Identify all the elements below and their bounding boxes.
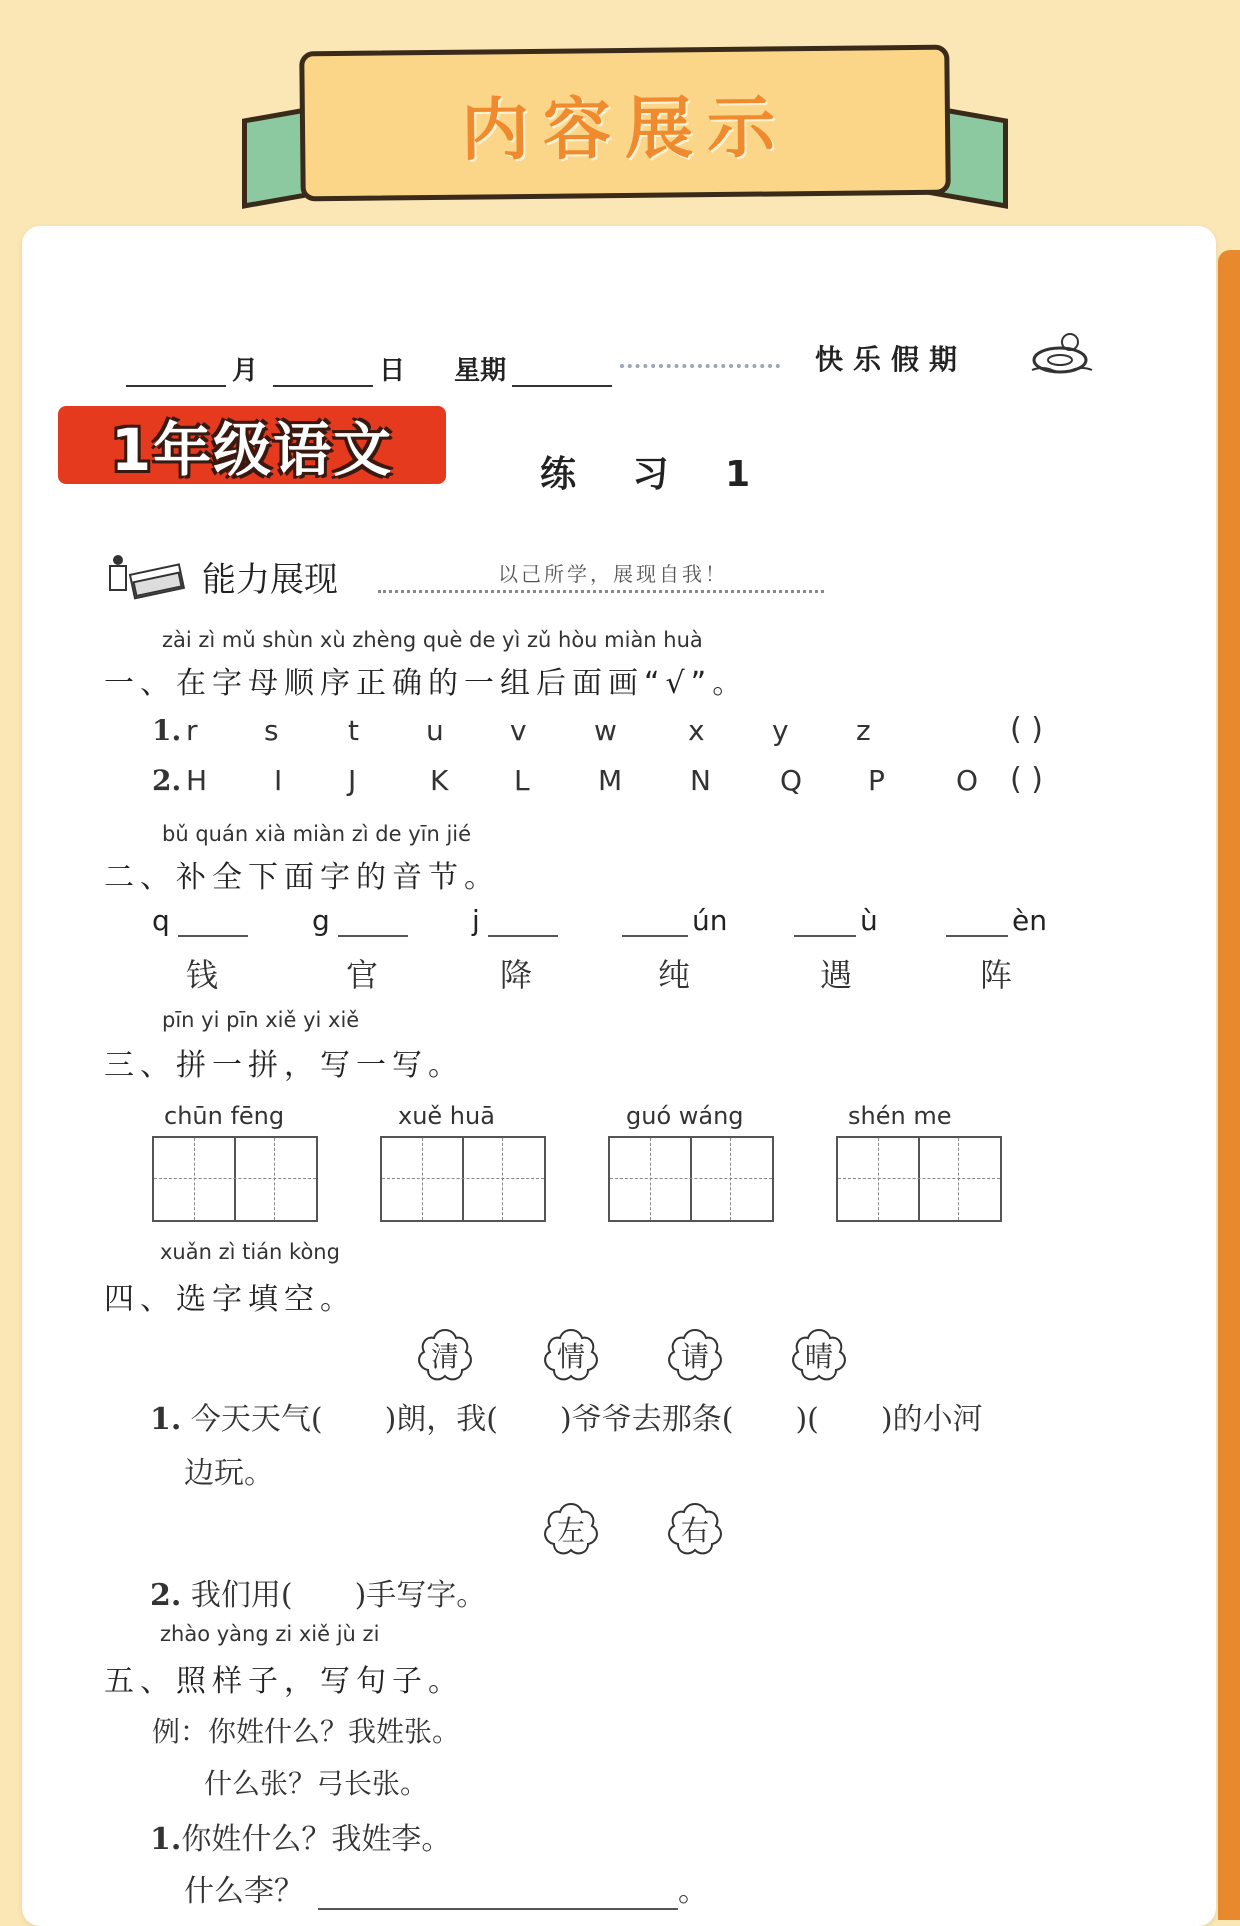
q1-row2-letter: P [868,764,885,797]
date-line [120,350,618,387]
q5-item1-line2 [184,1866,708,1910]
q2-heading: 二、补全下面字的音节。 [104,860,500,895]
ability-section-motto: 以己所学，展现自我！ [498,562,728,586]
q1-row2-number: 2. [152,764,182,797]
q1-heading: 一、在字母顺序正确的一组后面画“√”。 [104,666,749,701]
q4-option-flower [786,1326,852,1384]
q4-option-char: 晴 [804,1340,833,1373]
q2-answer-blank[interactable] [794,909,856,937]
q1-row2-answer-paren[interactable]: ( ) [1010,762,1043,797]
q1-row2-letter: J [348,764,357,797]
q5-item1-prompt: 什么李？ [184,1874,304,1909]
q5-example-line1: 例：你姓什么？我姓张。 [152,1715,461,1748]
q1-row1-letter: r [186,714,198,747]
q4-sentence2-part: )手写字。 [354,1578,487,1613]
q2-item [312,904,408,937]
q5-answer-line[interactable] [318,1882,678,1910]
books-icon [104,548,188,604]
q1-row2-letter: N [690,764,711,797]
month-blank [126,361,226,387]
q1-row1-letter: t [348,714,359,747]
q4-option-flower [538,1326,604,1384]
q2-item [946,904,1047,937]
q1-row2-letter: H [186,764,208,797]
q1-row1-letter: z [856,714,871,747]
q2-answer-blank[interactable] [622,909,688,937]
q2-char: 钱 [186,956,219,994]
q1-row1-answer-paren[interactable]: ( ) [1010,712,1043,747]
q2-pinyin: bǔ quán xià miàn zì de yīn jié [162,822,472,846]
q4-sentence1-part: )( [795,1402,819,1437]
q4-option-flower [412,1326,478,1384]
q5-period: 。 [678,1874,708,1909]
q2-hint: g [312,904,330,937]
q4-option-char: 请 [680,1340,709,1373]
q4-heading: 四、选字填空。 [104,1282,356,1317]
q3-writing-grid[interactable] [608,1136,774,1222]
q5-item1-line1 [150,1814,451,1858]
q5-item1-text: 你姓什么？我姓李。 [181,1822,452,1857]
q2-hint: ún [692,904,728,937]
q5-heading: 五、照样子，写句子。 [104,1664,464,1699]
q4-option-flower [662,1326,728,1384]
q4-option-char: 清 [430,1340,459,1373]
q2-char: 遇 [820,956,853,994]
q2-hint: ù [860,904,878,937]
q4-option-char: 左 [556,1514,585,1547]
grade-badge [58,406,446,484]
q4-option-char: 右 [680,1514,709,1547]
q5-example-line2: 什么张？弓长张。 [204,1767,429,1800]
q2-answer-blank[interactable] [946,909,1008,937]
q3-item-pinyin: xuě huā [398,1102,495,1130]
swim-ring-icon [1030,330,1094,376]
q4-sentence1-part: 今天天气( [190,1402,323,1437]
q3-heading: 三、拼一拼，写一写。 [104,1048,464,1083]
dotted-divider [620,364,780,368]
q1-row1-letter: v [510,714,527,747]
q4-pinyin: xuǎn zì tián kòng [160,1240,340,1264]
q4-option-char: 情 [556,1340,585,1373]
q1-row1-letter: w [594,714,617,747]
q2-item [472,904,558,937]
q3-pinyin: pīn yi pīn xiě yi xiě [162,1008,360,1032]
q1-row1-letter: s [264,714,279,747]
orange-side-stripe [1218,250,1240,1920]
q1-row2-letter: L [514,764,530,797]
q1-row1-letter: y [772,714,789,747]
q1-row1-letter: u [426,714,444,747]
q4-sentence1-end: 边玩。 [184,1456,274,1491]
banner-title: 内容展示 [460,87,790,171]
banner [299,45,951,202]
month-label: 月 [232,356,259,386]
exercise-title: 练 习 1 [540,454,773,495]
q3-item-pinyin: guó wáng [626,1102,744,1130]
q4-sentence2-part: 我们用( [190,1578,293,1613]
q4-sentence1 [150,1394,983,1438]
q2-char: 官 [346,956,379,994]
week-label: 星期 [454,356,507,386]
q4-option-flower [538,1500,604,1558]
q1-row1-letter: x [688,714,705,747]
q5-pinyin: zhào yàng zi xiě jù zi [160,1622,380,1646]
q2-item [622,904,728,937]
q3-item-pinyin: chūn fēng [164,1102,285,1130]
q3-item-pinyin: shén me [848,1102,952,1130]
q2-answer-blank[interactable] [488,909,558,937]
q1-row2-letter: I [274,764,283,797]
q3-writing-grid[interactable] [836,1136,1002,1222]
q1-row2-letter: Q [780,764,803,797]
q2-char: 纯 [658,956,691,994]
motto-dotted-line [378,590,824,593]
happy-holiday-label: 快乐假期 [815,343,968,376]
grade-badge-text: 1年级语文 [110,416,394,484]
q2-hint: q [152,904,170,937]
q4-sentence1-part: )朗，我( [384,1402,499,1437]
q2-answer-blank[interactable] [338,909,408,937]
q4-sentence1-number: 1. [150,1402,182,1437]
q5-item1-number: 1. [150,1822,182,1857]
week-blank [512,361,612,387]
ability-section-title: 能力展现 [202,560,338,600]
q2-item [152,904,248,937]
q4-sentence2 [150,1570,486,1614]
q4-option-flower [662,1500,728,1558]
q2-char: 阵 [980,956,1013,994]
q2-hint: èn [1012,904,1047,937]
q1-row1-number: 1. [152,714,182,747]
q2-hint: j [472,904,480,937]
q1-row2-letter: O [956,764,979,797]
q4-sentence1-part: )的小河 [880,1402,983,1437]
q1-row2-letter: M [598,764,623,797]
q2-answer-blank[interactable] [178,909,248,937]
q3-writing-grid[interactable] [152,1136,318,1222]
q1-row2-letter: K [430,764,449,797]
q3-writing-grid[interactable] [380,1136,546,1222]
q4-sentence1-part: )爷爷去那条( [560,1402,734,1437]
day-blank [273,361,373,387]
q4-sentence2-number: 2. [150,1578,182,1613]
q2-item [794,904,878,937]
day-label: 日 [379,356,406,386]
q1-pinyin: zài zì mǔ shùn xù zhèng què de yì zǔ hòu miàn huà [162,628,703,652]
q2-char: 降 [500,956,533,994]
